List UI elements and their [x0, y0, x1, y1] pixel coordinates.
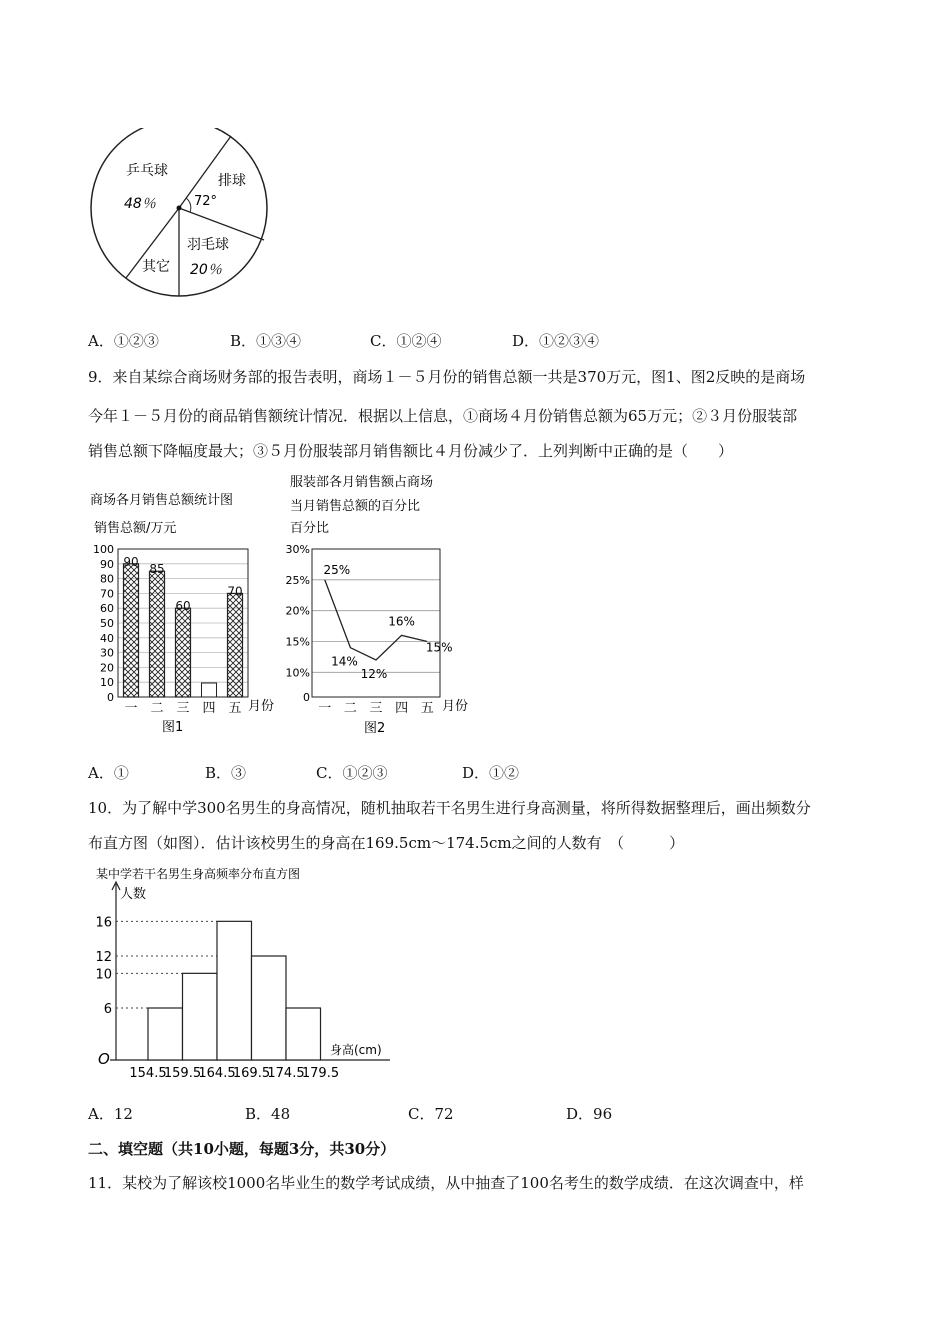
pie-label-pingpong-pct: 48％: [124, 196, 156, 212]
q9-line-2: 今年１－５月份的商品销售额统计情况．根据以上信息，①商场４月份销售总额为65万元；②３月份服装部: [88, 407, 798, 425]
fig1-xtick-label: 一: [124, 701, 138, 716]
clothing-line-chart: [282, 470, 482, 738]
pie-label-badminton-pct: 20％: [190, 262, 222, 278]
fig2-xtick-label: 四: [395, 701, 409, 716]
fig2-caption: 图2: [364, 721, 386, 736]
hist-xtick-label: 174.5: [267, 1066, 305, 1080]
fig1-bar-empty: [202, 683, 217, 697]
fig2-data-label: 15%: [425, 640, 453, 655]
fig2-ytick-label: 15%: [285, 635, 310, 649]
fig2-data-label: 12%: [360, 667, 388, 681]
fig1-ytick-label: 50: [100, 617, 114, 630]
hist-xtick-label: 179.5: [301, 1066, 340, 1080]
fig1-bar: [150, 571, 165, 697]
hist-xtick-label: 154.5: [129, 1066, 167, 1080]
hist-bar: [252, 956, 287, 1060]
pie-label-other: 其它: [142, 259, 170, 275]
fig2-title-2: 当月销售总额的百分比: [290, 499, 421, 514]
fig2-data-label: 25%: [323, 562, 351, 577]
q9-option-a[interactable]: A．①: [88, 764, 129, 782]
q9-option-b[interactable]: B．③: [205, 764, 247, 782]
fig2-xtick-label: 三: [369, 701, 383, 716]
fig1-data-label: 90: [123, 554, 139, 569]
fig1-xlabel: 月份: [248, 699, 275, 714]
q8-option-d[interactable]: D．①②③④: [512, 332, 600, 350]
q8-option-a[interactable]: A．①②③: [88, 332, 159, 350]
fig1-data-label: 85: [149, 562, 165, 577]
fig1-bar: [228, 593, 243, 697]
hist-xtick-label: 164.5: [198, 1066, 236, 1080]
fig1-bar: [124, 564, 139, 697]
sales-bar-chart: [86, 486, 286, 738]
q10-option-c[interactable]: C．72: [408, 1105, 454, 1123]
hist-xlabel: 身高(cm): [330, 1043, 382, 1057]
fig1-ytick-label: 0: [107, 691, 114, 704]
fig1-ytick-label: 70: [100, 587, 114, 601]
q9-line-1: 9．来自某综合商场财务部的报告表明，商场１－５月份的销售总额一共是370万元，图1、图2反映的是商场: [88, 368, 806, 386]
fig2-ytick-label: 20%: [285, 604, 310, 618]
hist-ytick-label: 10: [95, 967, 112, 983]
hist-ytick-label: 6: [103, 1002, 112, 1017]
q11-line-1: 11．某校为了解该校1000名毕业生的数学考试成绩，从中抽查了100名考生的数学成绩．在这次调查中，样: [88, 1174, 804, 1192]
q8-option-b[interactable]: B．①③④: [230, 332, 302, 350]
q9-option-c[interactable]: C．①②③: [316, 764, 388, 782]
hist-ytick-label: 12: [95, 950, 112, 965]
q10-line-1: 10．为了解中学300名男生的身高情况，随机抽取若干名男生进行身高测量，将所得数据整理后，画出频数分: [88, 799, 811, 817]
fig2-ytick-label: 10%: [285, 666, 310, 680]
fig2-xtick-label: 一: [318, 701, 332, 716]
pie-divider-volleyball-badminton: [179, 208, 264, 240]
fig1-data-label: 70: [227, 584, 243, 599]
fig1-xtick-label: 四: [202, 701, 216, 716]
fig1-bar: [176, 608, 191, 697]
hist-bar: [286, 1008, 321, 1060]
q8-option-c[interactable]: C．①②④: [370, 332, 442, 350]
fig2-ytick-label: 30%: [285, 543, 310, 556]
pie-chart: [86, 128, 272, 314]
hist-xtick-label: 159.5: [163, 1066, 202, 1080]
pie-label-volleyball: 排球: [218, 173, 246, 189]
fig2-xlabel: 月份: [442, 699, 469, 714]
hist-bar: [183, 973, 218, 1060]
fig1-ytick-label: 100: [93, 543, 114, 556]
hist-bar: [148, 1008, 183, 1060]
fig1-ytick-label: 40: [100, 631, 114, 645]
hist-title: 某中学若干名男生身高频率分布直方图: [96, 867, 301, 881]
fig2-ylabel: 百分比: [290, 521, 330, 536]
hist-ytick-label: 16: [95, 915, 112, 931]
hist-ylabel: 人数: [120, 887, 147, 902]
fig1-ytick-label: 80: [100, 572, 114, 586]
height-histogram: [90, 864, 400, 1080]
pie-label-badminton: 羽毛球: [187, 237, 229, 253]
fig2-ytick-label: 25%: [285, 573, 310, 587]
fig1-xtick-label: 五: [228, 701, 242, 716]
fig1-title: 商场各月销售总额统计图: [90, 493, 234, 508]
fig2-ytick-label: 0: [303, 691, 310, 704]
pie-label-angle: 72°: [194, 194, 218, 209]
fig1-caption: 图1: [162, 720, 184, 735]
pie-center: [177, 206, 182, 211]
fig1-xtick-label: 二: [150, 701, 164, 716]
fig1-ytick-label: 20: [100, 661, 114, 675]
pie-label-pingpong: 乒乓球: [126, 163, 168, 179]
hist-bar: [217, 921, 252, 1060]
q10-option-d[interactable]: D．96: [566, 1105, 613, 1123]
fig2-xtick-label: 五: [420, 701, 434, 716]
fig1-xtick-label: 三: [176, 701, 190, 716]
fig1-ytick-label: 90: [100, 557, 114, 571]
q10-option-a[interactable]: A．12: [88, 1105, 133, 1123]
fig1-ytick-label: 10: [100, 676, 114, 690]
hist-xtick-label: 169.5: [232, 1066, 271, 1080]
fig2-title-1: 服装部各月销售额占商场: [290, 475, 434, 490]
fig2-xtick-label: 二: [343, 701, 357, 716]
section-2-title: 二、填空题（共10小题，每题3分，共30分）: [88, 1140, 396, 1158]
q9-option-d[interactable]: D．①②: [462, 764, 520, 782]
fig2-data-label: 14%: [331, 654, 358, 669]
hist-origin: O: [98, 1050, 110, 1068]
fig1-ytick-label: 30: [100, 646, 114, 660]
q10-option-b[interactable]: B．48: [245, 1105, 291, 1123]
fig1-ylabel: 销售总额/万元: [94, 521, 177, 536]
fig1-data-label: 60: [175, 599, 191, 614]
q10-line-2: 布直方图（如图）．估计该校男生的身高在169.5cm～174.5cm之间的人数有 （ ）: [88, 834, 685, 852]
pie-angle-arc: [186, 198, 191, 212]
fig1-ytick-label: 60: [100, 602, 114, 616]
q9-line-3: 销售总额下降幅度最大；③５月份服装部月销售额比４月份减少了．上列判断中正确的是（ ）: [88, 442, 734, 460]
fig2-data-label: 16%: [388, 614, 415, 629]
